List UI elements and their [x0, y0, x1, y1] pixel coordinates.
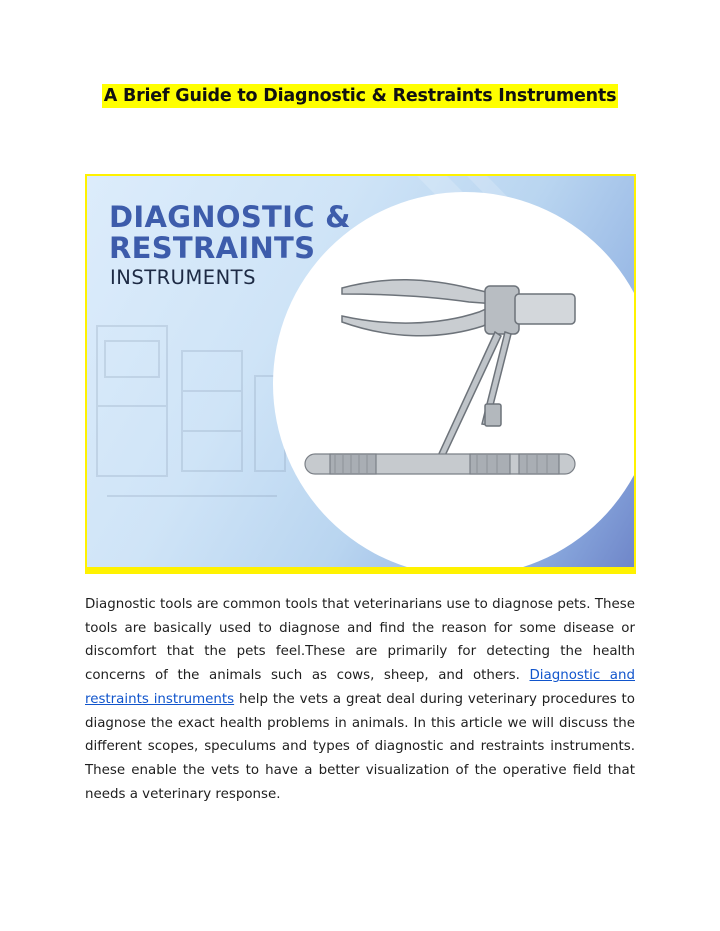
page-title-text: A Brief Guide to Diagnostic & Restraints Instruments — [103, 86, 617, 106]
banner-heading-line3: INSTRUMENTS — [110, 266, 256, 289]
paragraph-start: Diagnostic tools are common tools that veterinarians use to diagnose pets. These tools are basically used to diagnose and find the reason for some disease or discomfort that the pets feel.These are primarily for detecting the health concerns of the animals such as cows, sheep, and others. — [85, 597, 635, 684]
page-title — [0, 86, 720, 106]
paragraph-end: help the vets a great deal during veterinary procedures to diagnose the exact health problems in animals. In this article we will discuss the different scopes, speculums and types of diagnostic and restraints instruments. These enable the vets to have a better visualization of the operative field that needs a veterinary response. — [85, 691, 635, 802]
diagnostic-instruments-link[interactable]: Diagnostic and restraints instruments — [85, 668, 635, 707]
banner-background — [87, 176, 634, 567]
banner-heading-line1: DIAGNOSTIC & — [109, 200, 351, 234]
equipment-background-icon — [97, 326, 285, 496]
banner-image — [85, 174, 636, 574]
article-paragraph — [85, 593, 635, 806]
instrument-handle-icon — [305, 454, 575, 474]
banner-heading-line2: RESTRAINTS — [109, 231, 316, 265]
banner-circle — [273, 192, 634, 567]
